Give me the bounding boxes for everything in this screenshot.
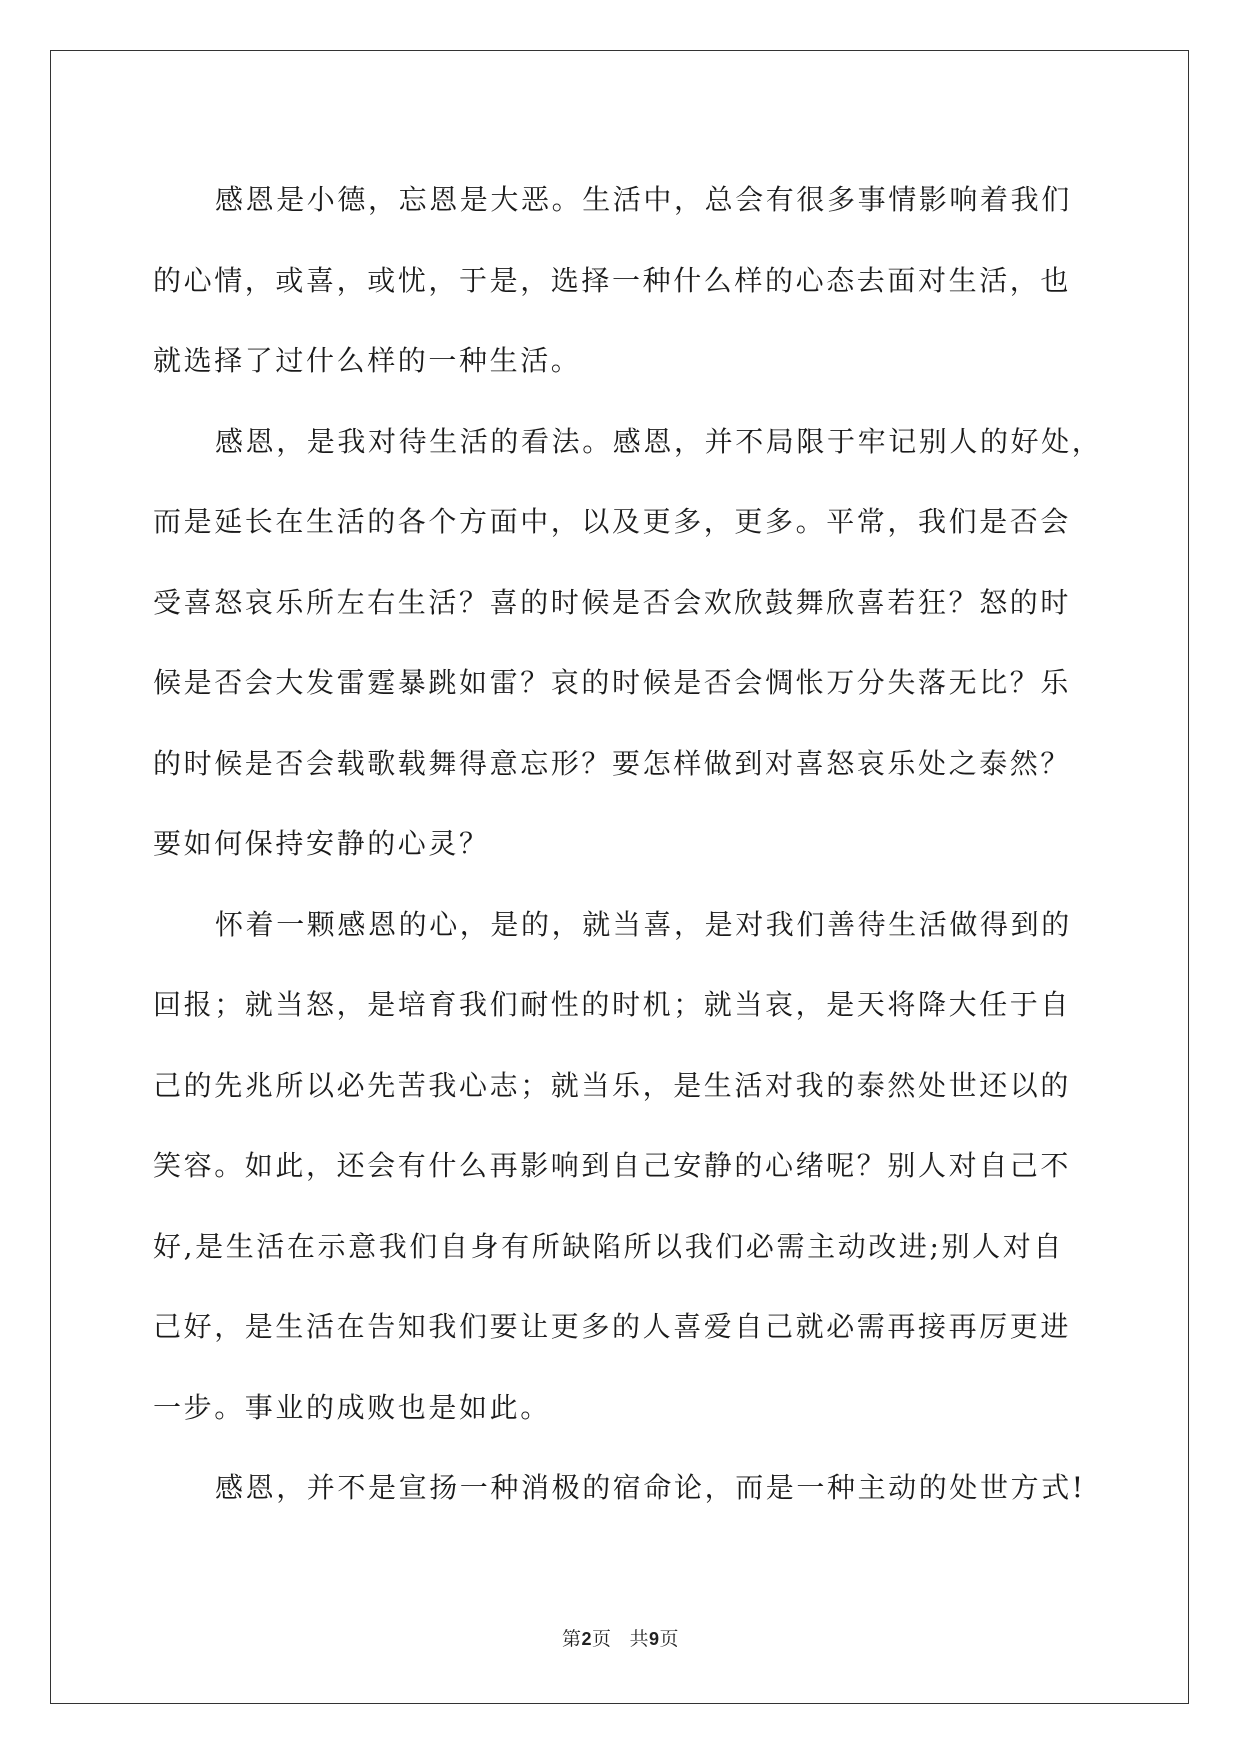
- text-line: 的时候是否会载歌载舞得意忘形？要怎样做到对喜怒哀乐处之泰然？: [153, 746, 1072, 780]
- paragraph-2: [153, 402, 1103, 885]
- paragraph-1: [153, 160, 1093, 402]
- page-suffix: 页: [591, 1628, 612, 1650]
- text-line: 的心情，或喜，或忧，于是，选择一种什么样的心态去面对生活，也: [153, 263, 1072, 297]
- total-suffix: 页: [659, 1628, 680, 1650]
- total-prefix: 共: [629, 1628, 650, 1650]
- text-line: 候是否会大发雷霆暴跳如雷？哀的时候是否会惆怅万分失落无比？乐: [153, 666, 1072, 699]
- text-line: 好,是生活在示意我们自身有所缺陷所以我们必需主动改进;别人对自: [153, 1229, 1064, 1263]
- text-line: 感恩，是我对待生活的看法。感恩，并不局限于牢记别人的好处，: [215, 424, 1103, 458]
- text-line: 己好，是生活在告知我们要让更多的人喜爱自己就必需再接再厉更进: [153, 1310, 1072, 1343]
- paragraph-3: [153, 885, 1093, 1449]
- text-line: 笑容。如此，还会有什么再影响到自己安静的心绪呢？别人对自己不: [153, 1149, 1072, 1182]
- text-line: 就选择了过什么样的一种生活。: [153, 344, 582, 377]
- document-body: [153, 160, 1103, 1529]
- text-line: 受喜怒哀乐所左右生活？喜的时候是否会欢欣鼓舞欣喜若狂？怒的时: [153, 585, 1072, 619]
- text-line: 一步。事业的成败也是如此。: [153, 1390, 551, 1424]
- text-line: 而是延长在生活的各个方面中，以及更多，更多。平常，我们是否会: [153, 505, 1072, 538]
- text-line: 回报；就当怒，是培育我们耐性的时机；就当哀，是天将降大任于自: [153, 988, 1072, 1021]
- page-number: 2: [581, 1629, 592, 1649]
- text-line: 怀着一颗感恩的心，是的，就当喜，是对我们善待生活做得到的: [215, 907, 1072, 941]
- text-line: 感恩是小德，忘恩是大恶。生活中，总会有很多事情影响着我们: [215, 183, 1072, 216]
- page-footer: [0, 1624, 1241, 1651]
- page-prefix: 第: [561, 1628, 582, 1650]
- text-line: 己的先兆所以必先苦我心志；就当乐，是生活对我的泰然处世还以的: [153, 1068, 1072, 1102]
- total-pages: 9: [649, 1629, 660, 1649]
- text-line: 要如何保持安静的心灵？: [153, 827, 490, 860]
- text-line: 感恩，并不是宣扬一种消极的宿命论，而是一种主动的处世方式!: [215, 1471, 1086, 1504]
- paragraph-4: [153, 1448, 1093, 1529]
